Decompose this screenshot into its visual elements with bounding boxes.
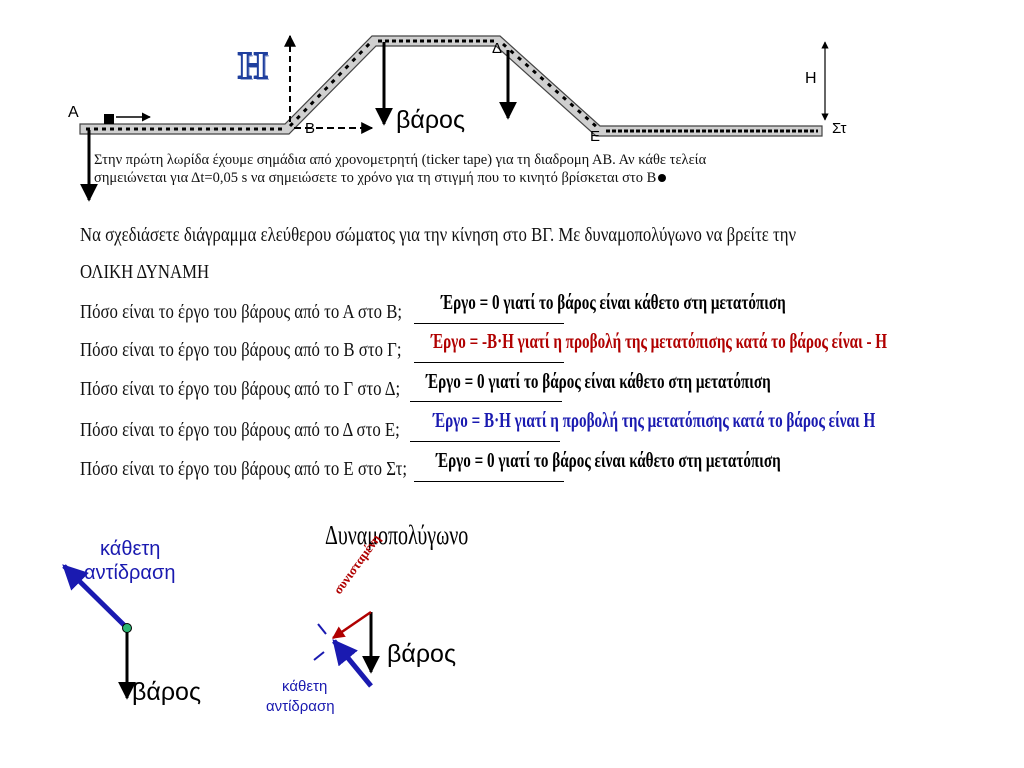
poly-dash-2: [314, 652, 324, 660]
answer-blank-3: [410, 401, 562, 402]
label-point-d: Δ: [492, 40, 503, 57]
ticker-note-line2-row: [94, 169, 666, 187]
answer-3: Έργο = 0 γιατί το βάρος είναι κάθετο στη μετατόπιση: [426, 369, 771, 393]
answer-2: Έργο = -Β·Η γιατί η προβολή της μετατόπισης κατά το βάρος είναι - Η: [431, 329, 888, 353]
poly-normal-arrow: [334, 641, 371, 686]
polygon-weight-label: βάρος: [387, 640, 457, 668]
polygon-normal-label-1: κάθετη: [282, 678, 328, 695]
ticker-note-line2: σημειώνεται για Δt=0,05 s να σημειώσετε το χρόνο για τη στιγμή που το κινητό βρίσκεται στο Β: [94, 170, 657, 186]
label-point-st: Στ: [832, 120, 847, 137]
answer-blank-5: [414, 481, 564, 482]
label-point-a: A: [68, 104, 79, 121]
question-2: Πόσο είναι το έργο του βάρους από το Β στο Γ;: [80, 340, 402, 361]
ticker-note-line1: Στην πρώτη λωρίδα έχουμε σημάδια από χρονομετρητή (ticker tape) για τη διαδρομη ΑΒ. Αν κάθε τελεία: [94, 152, 707, 168]
height-h-icon: H: [238, 45, 268, 87]
polygon-resultant-label: συνισταμένη: [330, 531, 384, 597]
label-point-b: B: [305, 120, 316, 137]
fbd-weight-label: βάρος: [132, 678, 202, 706]
point-b-marker-icon: [658, 174, 666, 182]
task-line1: Να σχεδιάσετε διάγραμμα ελεύθερου σώματος για την κίνηση στο ΒΓ. Με δυναμοπολύγωνο να βρείτε την: [80, 225, 797, 246]
question-5: Πόσο είναι το έργο του βάρους από το Ε στο Στ;: [80, 459, 408, 480]
fbd-normal-label-2: αντίδραση: [84, 562, 176, 584]
answer-5: Έργο = 0 γιατί το βάρος είναι κάθετο στη μετατόπιση: [436, 448, 781, 472]
task-line2: ΟΛΙΚΗ ΔΥΝΑΜΗ: [80, 262, 210, 283]
poly-resultant-arrow: [333, 612, 371, 638]
polygon-normal-label-2: αντίδραση: [266, 698, 335, 715]
label-weight-top: βάρος: [396, 106, 466, 134]
answer-blank-2: [414, 362, 564, 363]
fbd-normal-label-1: κάθετη: [100, 538, 161, 560]
poly-dash-1: [318, 624, 326, 634]
answer-4: Έργο = Β·Η γιατί η προβολή της μετατόπισης κατά το βάρος είναι Η: [433, 408, 876, 432]
label-point-e: E: [590, 128, 601, 145]
question-3: Πόσο είναι το έργο του βάρους από το Γ στο Δ;: [80, 379, 401, 400]
polygon-title: Δυναμοπολύγωνο: [325, 520, 469, 550]
question-4: Πόσο είναι το έργο του βάρους από το Δ στο Ε;: [80, 420, 400, 441]
label-height-h: H: [805, 70, 817, 87]
answer-blank-1: [414, 323, 564, 324]
question-1: Πόσο είναι το έργο του βάρους από το Α στο Β;: [80, 302, 403, 323]
answer-1: Έργο = 0 γιατί το βάρος είναι κάθετο στη μετατόπιση: [441, 290, 786, 314]
moving-block: [104, 114, 114, 124]
ticker-dots-de: [503, 44, 598, 128]
fbd-body-dot: [123, 624, 132, 633]
answer-blank-4: [410, 441, 560, 442]
